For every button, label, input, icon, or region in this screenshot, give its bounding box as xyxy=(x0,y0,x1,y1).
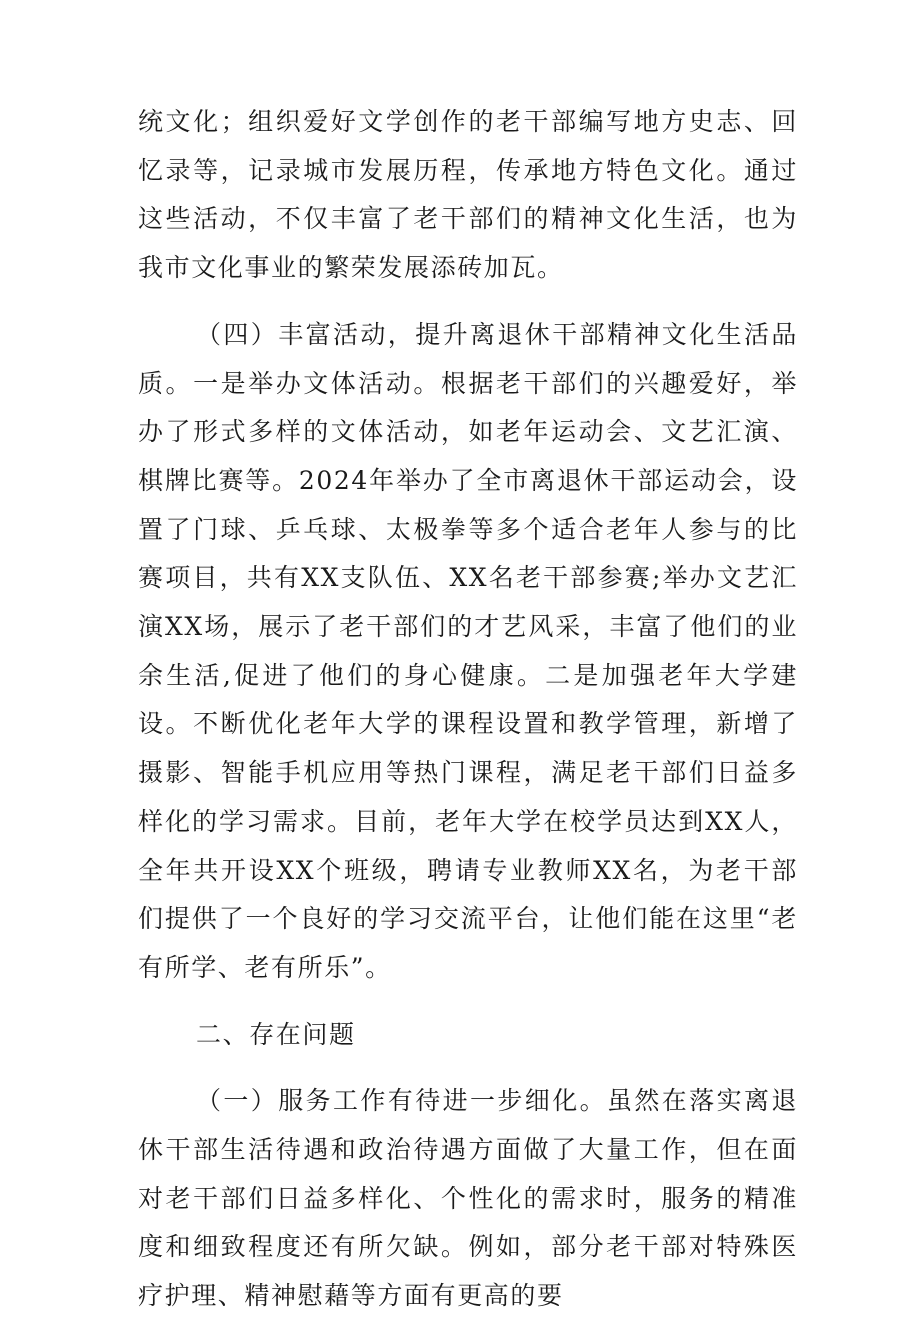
paragraph-culture-continuation: 统文化；组织爱好文学创作的老干部编写地方史志、回忆录等，记录城市发展历程，传承地方特色文化。通过这些活动，不仅丰富了老干部们的精神文化生活，也为我市文化事业的繁荣发展添砖加瓦。 xyxy=(138,107,798,283)
paragraph-section-four-activities: （四）丰富活动，提升离退休干部精神文化生活品质。一是举办文体活动。根据老干部们的兴趣爱好，举办了形式多样的文体活动，如老年运动会、文艺汇演、棋牌比赛等。2024年举办了全市离退休干部运动会，设置了门球、乒乓球、太极拳等多个适合老年人参与的比赛项目，共有XX支队伍、XX名老干部参赛;举办文艺汇演XX场，展示了老干部们的才艺风采，丰富了他们的业余生活,促进了他们的身心健康。二是加强老年大学建设。不断优化老年大学的课程设置和教学管理，新增了摄影、智能手机应用等热门课程，满足老干部们日益多样化的学习需求。目前，老年大学在校学员达到XX人，全年共开设XX个班级，聘请专业教师XX名，为老干部们提供了一个良好的学习交流平台，让他们能在这里“老有所学、老有所乐”。 xyxy=(138,319,798,982)
paragraph-gap xyxy=(138,993,798,1011)
paragraph-gap xyxy=(138,293,798,311)
paragraph-problem-one-service: （一）服务工作有待进一步细化。虽然在落实离退休干部生活待遇和政治待遇方面做了大量工作，但在面对老干部们日益多样化、个性化的需求时，服务的精准度和细致程度还有所欠缺。例如，部分老干部对特殊医疗护理、精神慰藉等方面有更高的要 xyxy=(138,1086,798,1311)
document-body xyxy=(138,98,798,1321)
section-heading-existing-problems: 二、存在问题 xyxy=(196,1019,356,1049)
paragraph-gap xyxy=(138,1059,798,1077)
